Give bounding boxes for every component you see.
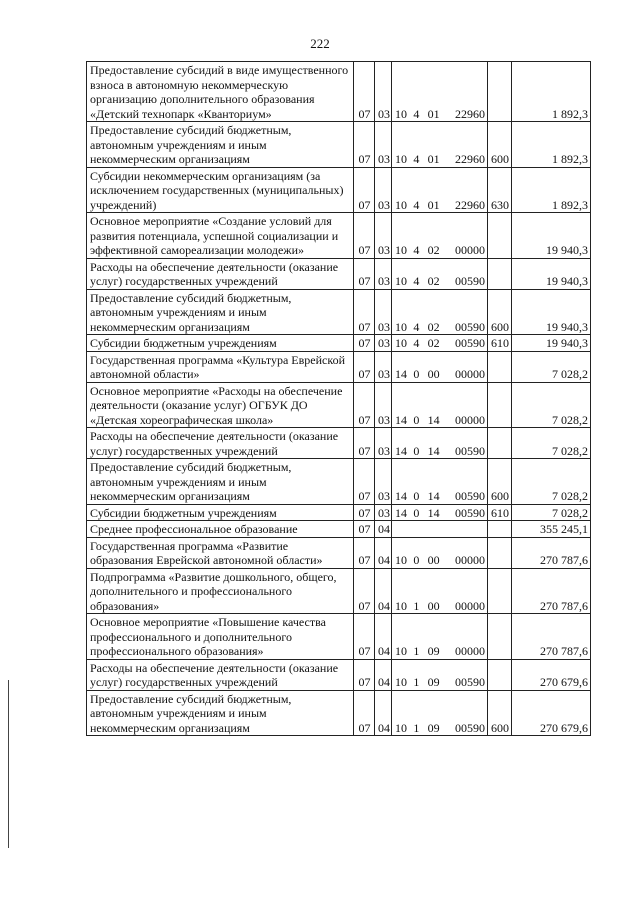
amount-cell: 19 940,3 (512, 335, 591, 352)
expense-type-cell (488, 351, 512, 382)
target-article-part: 14 (427, 412, 440, 427)
row-name-cell: Расходы на обеспечение деятельности (оказание услуг) государственных учреждений (87, 428, 354, 459)
section-code-cell: 07 (354, 258, 375, 289)
target-article-cell (392, 122, 488, 168)
target-article-code (395, 721, 485, 736)
row-name-cell: Субсидии некоммерческим организациям (за исключением государственных (муниципальных) учреждений) (87, 167, 354, 213)
target-article-part: 14 (395, 412, 407, 427)
target-article-part: 00590 (454, 336, 485, 350)
target-article-cell (392, 213, 488, 259)
target-article-part: 00000 (454, 553, 485, 567)
target-article-part: 00000 (454, 644, 485, 658)
section-code-cell: 07 (354, 335, 375, 352)
target-article-part: 10 (395, 644, 407, 658)
subsection-code-cell: 04 (375, 690, 392, 736)
target-article-code (395, 444, 485, 459)
section-code-cell: 07 (354, 122, 375, 168)
budget-table-body (87, 62, 591, 736)
target-article-code (395, 553, 485, 568)
budget-table (86, 61, 591, 736)
target-article-part: 10 (395, 274, 407, 288)
target-article-part: 10 (395, 243, 407, 257)
table-row (87, 62, 591, 122)
expense-type-cell: 610 (488, 504, 512, 521)
target-article-part: 00590 (454, 443, 485, 458)
amount-cell: 7 028,2 (512, 459, 591, 505)
target-article-part: 00000 (454, 243, 485, 257)
section-code-cell: 07 (354, 659, 375, 690)
table-row (87, 213, 591, 259)
target-article-part: 1 (413, 675, 420, 689)
section-code-cell: 07 (354, 167, 375, 213)
table-row (87, 382, 591, 428)
target-article-part: 00 (427, 598, 440, 613)
subsection-code-cell: 03 (375, 351, 392, 382)
amount-cell: 270 787,6 (512, 537, 591, 568)
amount-cell: 1 892,3 (512, 167, 591, 213)
section-code-cell: 07 (354, 614, 375, 660)
section-code-cell: 07 (354, 351, 375, 382)
row-name-cell: Предоставление субсидий бюджетным, автономным учреждениям и иным некоммерческим организациям (87, 459, 354, 505)
target-article-part: 14 (427, 505, 440, 520)
section-code-cell: 07 (354, 690, 375, 736)
target-article-part: 00590 (454, 720, 485, 735)
section-code-cell: 07 (354, 62, 375, 122)
expense-type-cell (488, 428, 512, 459)
row-name-cell: Государственная программа «Культура Еврейской автономной области» (87, 351, 354, 382)
row-name-cell: Расходы на обеспечение деятельности (оказание услуг) государственных учреждений (87, 659, 354, 690)
row-name-cell: Предоставление субсидий бюджетным, автономным учреждениям и иным некоммерческим организациям (87, 122, 354, 168)
subsection-code-cell: 03 (375, 258, 392, 289)
target-article-cell (392, 537, 488, 568)
target-article-part: 0 (413, 367, 420, 381)
subsection-code-cell: 03 (375, 335, 392, 352)
subsection-code-cell: 03 (375, 428, 392, 459)
page-number: 222 (310, 36, 330, 51)
expense-type-cell (488, 568, 512, 614)
target-article-part: 02 (427, 243, 440, 257)
target-article-part: 01 (427, 106, 440, 121)
table-row (87, 335, 591, 352)
target-article-cell (392, 351, 488, 382)
target-article-part: 09 (427, 644, 440, 658)
target-article-cell (392, 289, 488, 335)
subsection-code-cell: 04 (375, 614, 392, 660)
row-name-cell: Субсидии бюджетным учреждениям (87, 335, 354, 352)
target-article-code (395, 274, 485, 289)
target-article-part: 09 (427, 720, 440, 735)
section-code-cell: 07 (354, 428, 375, 459)
target-article-part: 0 (413, 553, 420, 567)
row-name-cell: Подпрограмма «Развитие дошкольного, общего, дополнительного и профессионального образования» (87, 568, 354, 614)
target-article-part: 22960 (454, 106, 485, 121)
target-article-code (395, 675, 485, 690)
target-article-cell (392, 382, 488, 428)
target-article-part: 10 (395, 319, 407, 334)
target-article-part: 14 (395, 505, 407, 520)
amount-cell: 270 787,6 (512, 568, 591, 614)
subsection-code-cell: 03 (375, 62, 392, 122)
target-article-part: 00 (427, 553, 440, 567)
target-article-part: 4 (413, 152, 420, 166)
table-row (87, 568, 591, 614)
table-row (87, 659, 591, 690)
expense-type-cell: 600 (488, 459, 512, 505)
target-article-cell (392, 504, 488, 521)
target-article-code (395, 489, 485, 504)
row-name-cell: Государственная программа «Развитие образования Еврейской автономной области» (87, 537, 354, 568)
subsection-code-cell: 03 (375, 213, 392, 259)
target-article-code (395, 198, 485, 213)
target-article-code (395, 336, 485, 351)
table-row (87, 521, 591, 538)
amount-cell: 7 028,2 (512, 351, 591, 382)
target-article-part: 02 (427, 336, 440, 350)
table-row (87, 289, 591, 335)
table-row (87, 258, 591, 289)
target-article-part: 00590 (454, 489, 485, 503)
target-article-part: 02 (427, 319, 440, 334)
amount-cell: 1 892,3 (512, 62, 591, 122)
target-article-part: 14 (395, 443, 407, 458)
target-article-cell (392, 258, 488, 289)
target-article-cell (392, 521, 488, 538)
target-article-part: 14 (395, 367, 407, 381)
target-article-part: 4 (413, 243, 420, 257)
subsection-code-cell: 03 (375, 167, 392, 213)
target-article-part: 00590 (454, 274, 485, 288)
amount-cell: 270 787,6 (512, 614, 591, 660)
target-article-cell (392, 62, 488, 122)
target-article-cell (392, 568, 488, 614)
target-article-part: 14 (427, 489, 440, 503)
section-code-cell: 07 (354, 504, 375, 521)
expense-type-cell (488, 382, 512, 428)
subsection-code-cell: 04 (375, 521, 392, 538)
subsection-code-cell: 03 (375, 382, 392, 428)
target-article-cell (392, 335, 488, 352)
table-row (87, 504, 591, 521)
expense-type-cell: 630 (488, 167, 512, 213)
target-article-part: 09 (427, 675, 440, 689)
target-article-part: 1 (413, 720, 420, 735)
target-article-part: 10 (395, 197, 407, 212)
target-article-part: 10 (395, 598, 407, 613)
section-code-cell: 07 (354, 568, 375, 614)
target-article-cell (392, 690, 488, 736)
target-article-part: 02 (427, 274, 440, 288)
expense-type-cell: 600 (488, 122, 512, 168)
target-article-code (395, 367, 485, 382)
target-article-part: 00000 (454, 367, 485, 381)
target-article-code (395, 243, 485, 258)
target-article-part: 14 (395, 489, 407, 503)
expense-type-cell: 600 (488, 289, 512, 335)
table-row (87, 537, 591, 568)
subsection-code-cell: 03 (375, 504, 392, 521)
target-article-code (395, 599, 485, 614)
target-article-code (395, 107, 485, 122)
row-name-cell: Предоставление субсидий в виде имущественного взноса в автономную некоммерческую организацию дополнительного образования «Детский технопарк «Кванториум» (87, 62, 354, 122)
target-article-code (395, 152, 485, 167)
table-row (87, 351, 591, 382)
row-name-cell: Основное мероприятие «Повышение качества профессионального и дополнительного профессионального образования» (87, 614, 354, 660)
target-article-part: 00590 (454, 675, 485, 689)
target-article-part: 4 (413, 319, 420, 334)
expense-type-cell: 610 (488, 335, 512, 352)
section-code-cell: 07 (354, 521, 375, 538)
table-row (87, 122, 591, 168)
subsection-code-cell: 04 (375, 537, 392, 568)
section-code-cell: 07 (354, 289, 375, 335)
expense-type-cell (488, 659, 512, 690)
target-article-part: 10 (395, 152, 407, 166)
target-article-code (395, 644, 485, 659)
target-article-part: 00590 (454, 319, 485, 334)
target-article-part: 4 (413, 106, 420, 121)
expense-type-cell: 600 (488, 690, 512, 736)
row-name-cell: Субсидии бюджетным учреждениям (87, 504, 354, 521)
subsection-code-cell: 04 (375, 568, 392, 614)
margin-line (8, 680, 9, 848)
subsection-code-cell: 03 (375, 122, 392, 168)
table-row (87, 428, 591, 459)
table-row (87, 167, 591, 213)
section-code-cell: 07 (354, 213, 375, 259)
expense-type-cell (488, 62, 512, 122)
target-article-part: 14 (427, 443, 440, 458)
amount-cell: 7 028,2 (512, 504, 591, 521)
target-article-part: 0 (413, 505, 420, 520)
amount-cell: 19 940,3 (512, 213, 591, 259)
subsection-code-cell: 04 (375, 659, 392, 690)
target-article-part: 01 (427, 152, 440, 166)
target-article-part: 0 (413, 489, 420, 503)
target-article-cell (392, 459, 488, 505)
target-article-part: 00000 (454, 598, 485, 613)
target-article-part: 0 (413, 412, 420, 427)
target-article-part: 10 (395, 675, 407, 689)
target-article-part: 00 (427, 367, 440, 381)
target-article-part: 10 (395, 720, 407, 735)
table-row (87, 690, 591, 736)
target-article-part: 22960 (454, 152, 485, 166)
amount-cell: 19 940,3 (512, 289, 591, 335)
target-article-part: 10 (395, 336, 407, 350)
target-article-part: 0 (413, 443, 420, 458)
target-article-cell (392, 614, 488, 660)
target-article-part: 10 (395, 106, 407, 121)
amount-cell: 19 940,3 (512, 258, 591, 289)
expense-type-cell (488, 537, 512, 568)
section-code-cell: 07 (354, 382, 375, 428)
row-name-cell: Среднее профессиональное образование (87, 521, 354, 538)
target-article-part: 00000 (454, 412, 485, 427)
amount-cell: 7 028,2 (512, 382, 591, 428)
amount-cell: 270 679,6 (512, 690, 591, 736)
amount-cell: 1 892,3 (512, 122, 591, 168)
expense-type-cell (488, 258, 512, 289)
row-name-cell: Предоставление субсидий бюджетным, автономным учреждениям и иным некоммерческим организациям (87, 690, 354, 736)
target-article-part: 1 (413, 598, 420, 613)
target-article-code (395, 413, 485, 428)
target-article-part: 10 (395, 553, 407, 567)
expense-type-cell (488, 614, 512, 660)
subsection-code-cell: 03 (375, 289, 392, 335)
target-article-part: 4 (413, 274, 420, 288)
table-row (87, 614, 591, 660)
target-article-part: 1 (413, 644, 420, 658)
target-article-code (395, 320, 485, 335)
target-article-part: 00590 (454, 505, 485, 520)
amount-cell: 270 679,6 (512, 659, 591, 690)
amount-cell: 355 245,1 (512, 521, 591, 538)
target-article-cell (392, 428, 488, 459)
row-name-cell: Расходы на обеспечение деятельности (оказание услуг) государственных учреждений (87, 258, 354, 289)
target-article-cell (392, 659, 488, 690)
row-name-cell: Основное мероприятие «Создание условий для развития потенциала, успешной социализации и эффективной самореализации молодежи» (87, 213, 354, 259)
expense-type-cell (488, 213, 512, 259)
row-name-cell: Предоставление субсидий бюджетным, автономным учреждениям и иным некоммерческим организациям (87, 289, 354, 335)
target-article-part: 4 (413, 336, 420, 350)
amount-cell: 7 028,2 (512, 428, 591, 459)
subsection-code-cell: 03 (375, 459, 392, 505)
section-code-cell: 07 (354, 459, 375, 505)
expense-type-cell (488, 521, 512, 538)
row-name-cell: Основное мероприятие «Расходы на обеспечение деятельности (оказание услуг) ОГБУК ДО «Детская хореографическая школа» (87, 382, 354, 428)
target-article-part: 01 (427, 197, 440, 212)
target-article-cell (392, 167, 488, 213)
target-article-part: 4 (413, 197, 420, 212)
target-article-code (395, 506, 485, 521)
target-article-part: 22960 (454, 197, 485, 212)
table-row (87, 459, 591, 505)
section-code-cell: 07 (354, 537, 375, 568)
